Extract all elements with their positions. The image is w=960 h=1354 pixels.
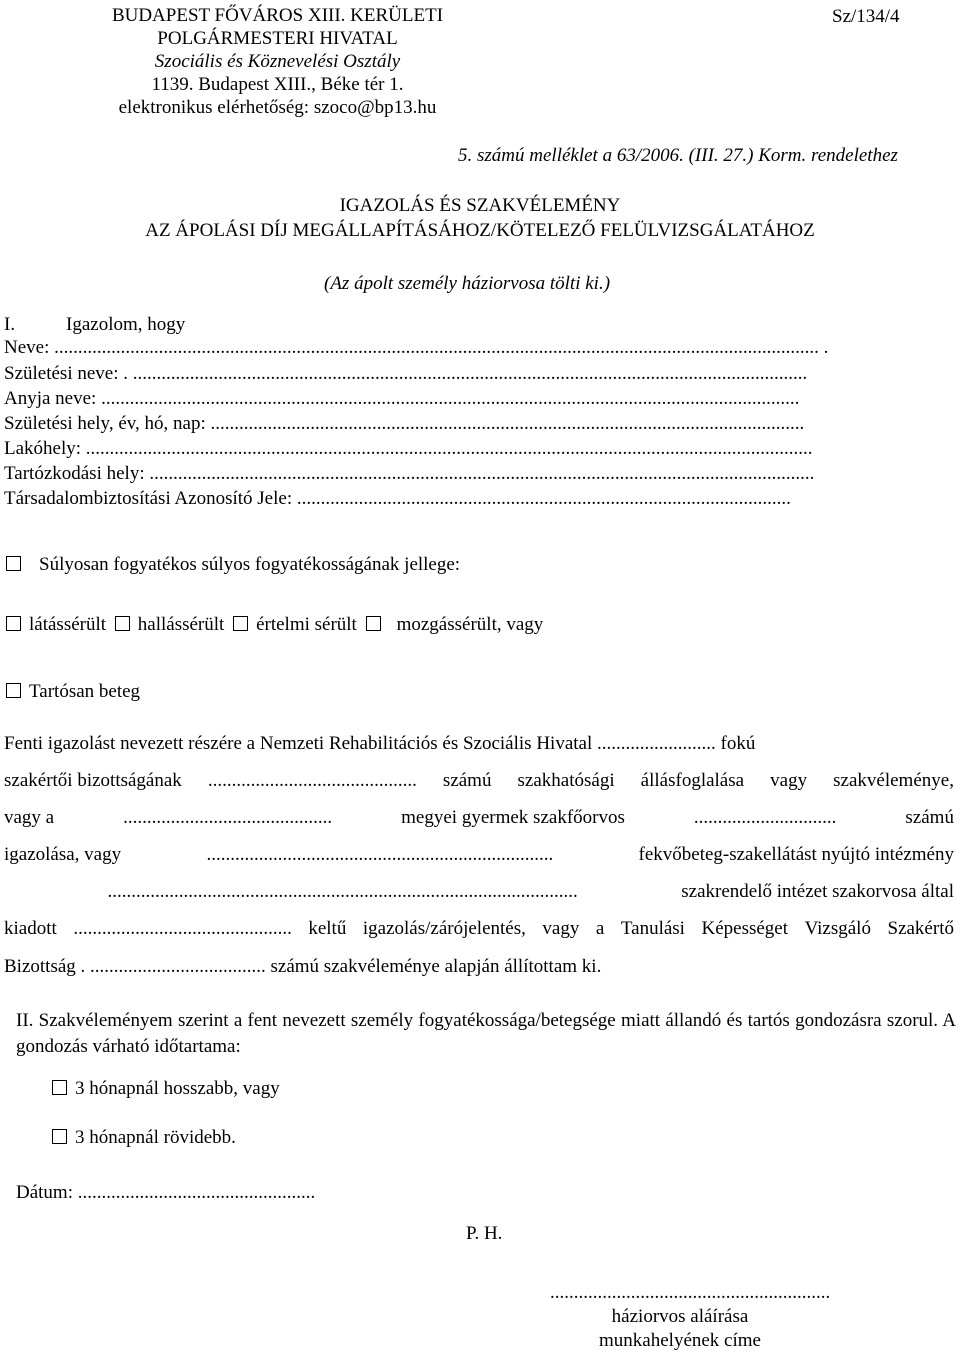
cert-text: szakértői bizottságának (4, 770, 182, 791)
date-field[interactable]: Dátum: .................................................. (16, 1182, 316, 1203)
intellectual-disability-checkbox[interactable] (233, 616, 248, 631)
cert-text: szakvéleménye, (833, 770, 954, 791)
form-subtitle: (Az ápolt személy háziorvosa tölti ki.) (324, 273, 611, 294)
cert-fill[interactable]: .............................................. (73, 918, 292, 939)
cert-fill[interactable]: ......................................................................... (206, 844, 554, 865)
cert-text: állásfoglalása (640, 770, 745, 791)
cert-line-4 (4, 844, 954, 866)
chronic-illness-label: Tartósan beteg (29, 681, 141, 702)
chronic-illness-checkbox[interactable] (6, 683, 21, 698)
cert-fill[interactable]: ............................................ (123, 807, 333, 828)
cert-line-2 (4, 770, 954, 792)
duration-short-label: 3 hónapnál rövidebb. (75, 1127, 236, 1148)
duration-long-label: 3 hónapnál hosszabb, vagy (75, 1078, 280, 1099)
cert-fill[interactable]: ............................................ (207, 770, 417, 791)
birth-name-field[interactable]: Születési neve: . .............................................................................................................................................. (4, 363, 808, 384)
residence-field[interactable]: Lakóhely: ......................................................................................................................................................... (4, 438, 813, 459)
social-security-id-field[interactable]: Társadalombiztosítási Azonosító Jele: ........................................................................................................ (4, 488, 791, 509)
signature-label: háziorvos aláírása (611, 1306, 749, 1327)
cert-text: Képességet (701, 918, 789, 939)
cert-text: szakhatósági (517, 770, 615, 791)
stamp-placeholder: P. H. (466, 1223, 503, 1244)
cert-text: a (595, 918, 605, 939)
office-address: 1139. Budapest XIII., Béke tér 1. (151, 74, 404, 95)
duration-short-row (52, 1127, 236, 1149)
stay-address-field[interactable]: Tartózkodási hely: ............................................................................................................................................ (4, 463, 815, 484)
cert-line-3 (4, 807, 954, 829)
cert-text: kiadott (4, 918, 57, 939)
mother-name-field[interactable]: Anyja neve: ................................................................................................................................................... (4, 388, 800, 409)
cert-text: Tanulási (620, 918, 685, 939)
birth-place-date-field[interactable]: Születési hely, év, hó, nap: ............................................................................................................................. (4, 413, 805, 434)
cert-text: vagy (770, 770, 808, 791)
hearing-impaired-label: hallássérült (137, 614, 225, 635)
cert-text: keltű (308, 918, 347, 939)
cert-line-1-text: Fenti igazolást nevezett részére a Nemzeti Rehabilitációs és Szociális Hivatal ......................... fokú (4, 733, 756, 754)
cert-text: megyei gyermek szakfőorvos (401, 807, 625, 828)
section-1-text: Igazolom, hogy (66, 314, 186, 335)
office-header (80, 4, 475, 119)
intellectual-disability-label: értelmi sérült (256, 614, 357, 635)
cert-text: számú (442, 770, 492, 791)
cert-text: igazolása, vagy (4, 844, 122, 865)
annex-reference: 5. számú melléklet a 63/2006. (III. 27.) Korm. rendelethez (458, 145, 898, 166)
cert-line-1 (4, 733, 854, 755)
cert-text: fekvőbeteg-szakellátást nyújtó intézmény (638, 844, 954, 865)
cert-fill[interactable]: ................................................................................................... (107, 881, 578, 902)
cert-text: Vizsgáló (804, 918, 871, 939)
disability-types-row (6, 614, 543, 636)
cert-text: igazolás/zárójelentés, (362, 918, 526, 939)
duration-long-row (52, 1078, 280, 1100)
cert-line-7: Bizottság . ..................................... számú szakvéleménye alapján állítottam ki. (4, 956, 602, 977)
office-name-line1: BUDAPEST FŐVÁROS XIII. KERÜLETI (111, 5, 444, 26)
disability-heading: Súlyosan fogyatékos súlyos fogyatékosságának jellege: (39, 554, 461, 575)
document-title: IGAZOLÁS ÉS SZAKVÉLEMÉNY (339, 195, 621, 216)
document-title-2: AZ ÁPOLÁSI DÍJ MEGÁLLAPÍTÁSÁHOZ/KÖTELEZŐ FELÜLVIZSGÁLATÁHOZ (145, 220, 815, 241)
signature-line[interactable]: ........................................................... (550, 1282, 831, 1303)
hearing-impaired-checkbox[interactable] (115, 616, 130, 631)
cert-line-6 (4, 918, 954, 940)
duration-long-checkbox[interactable] (52, 1080, 67, 1095)
office-email: elektronikus elérhetőség: szoco@bp13.hu (118, 97, 437, 118)
cert-text: Szakértő (887, 918, 954, 939)
department-name: Szociális és Köznevelési Osztály (154, 51, 401, 72)
chronic-illness-row (6, 681, 140, 703)
disability-heading-row (6, 554, 460, 576)
vision-impaired-label: látássérült (29, 614, 107, 635)
cert-line-5 (4, 881, 954, 903)
name-field[interactable]: Neve: ................................................................................................................................................................. . (4, 337, 829, 358)
cert-fill[interactable]: .............................. (693, 807, 837, 828)
duration-short-checkbox[interactable] (52, 1129, 67, 1144)
mobility-impaired-label: mozgássérült, vagy (396, 614, 544, 635)
section-2-text: II. Szakvéleményem szerint a fent nevezett személy fogyatékossága/betegsége miatt állandó és tartós gondozásra szorul. A gondozás várható időtartama: (16, 1010, 956, 1057)
document-code: Sz/134/4 (832, 6, 900, 27)
severe-disability-checkbox[interactable] (6, 556, 21, 571)
cert-text: számú (905, 807, 954, 828)
cert-text: vagy a (4, 807, 55, 828)
cert-text: vagy (542, 918, 580, 939)
mobility-impaired-checkbox[interactable] (366, 616, 381, 631)
cert-text: szakrendelő intézet szakorvosa által (681, 881, 954, 902)
vision-impaired-checkbox[interactable] (6, 616, 21, 631)
section-1-number: I. (4, 314, 16, 335)
office-name-line2: POLGÁRMESTERI HIVATAL (157, 28, 398, 49)
workplace-label: munkahelyének címe (599, 1330, 761, 1351)
